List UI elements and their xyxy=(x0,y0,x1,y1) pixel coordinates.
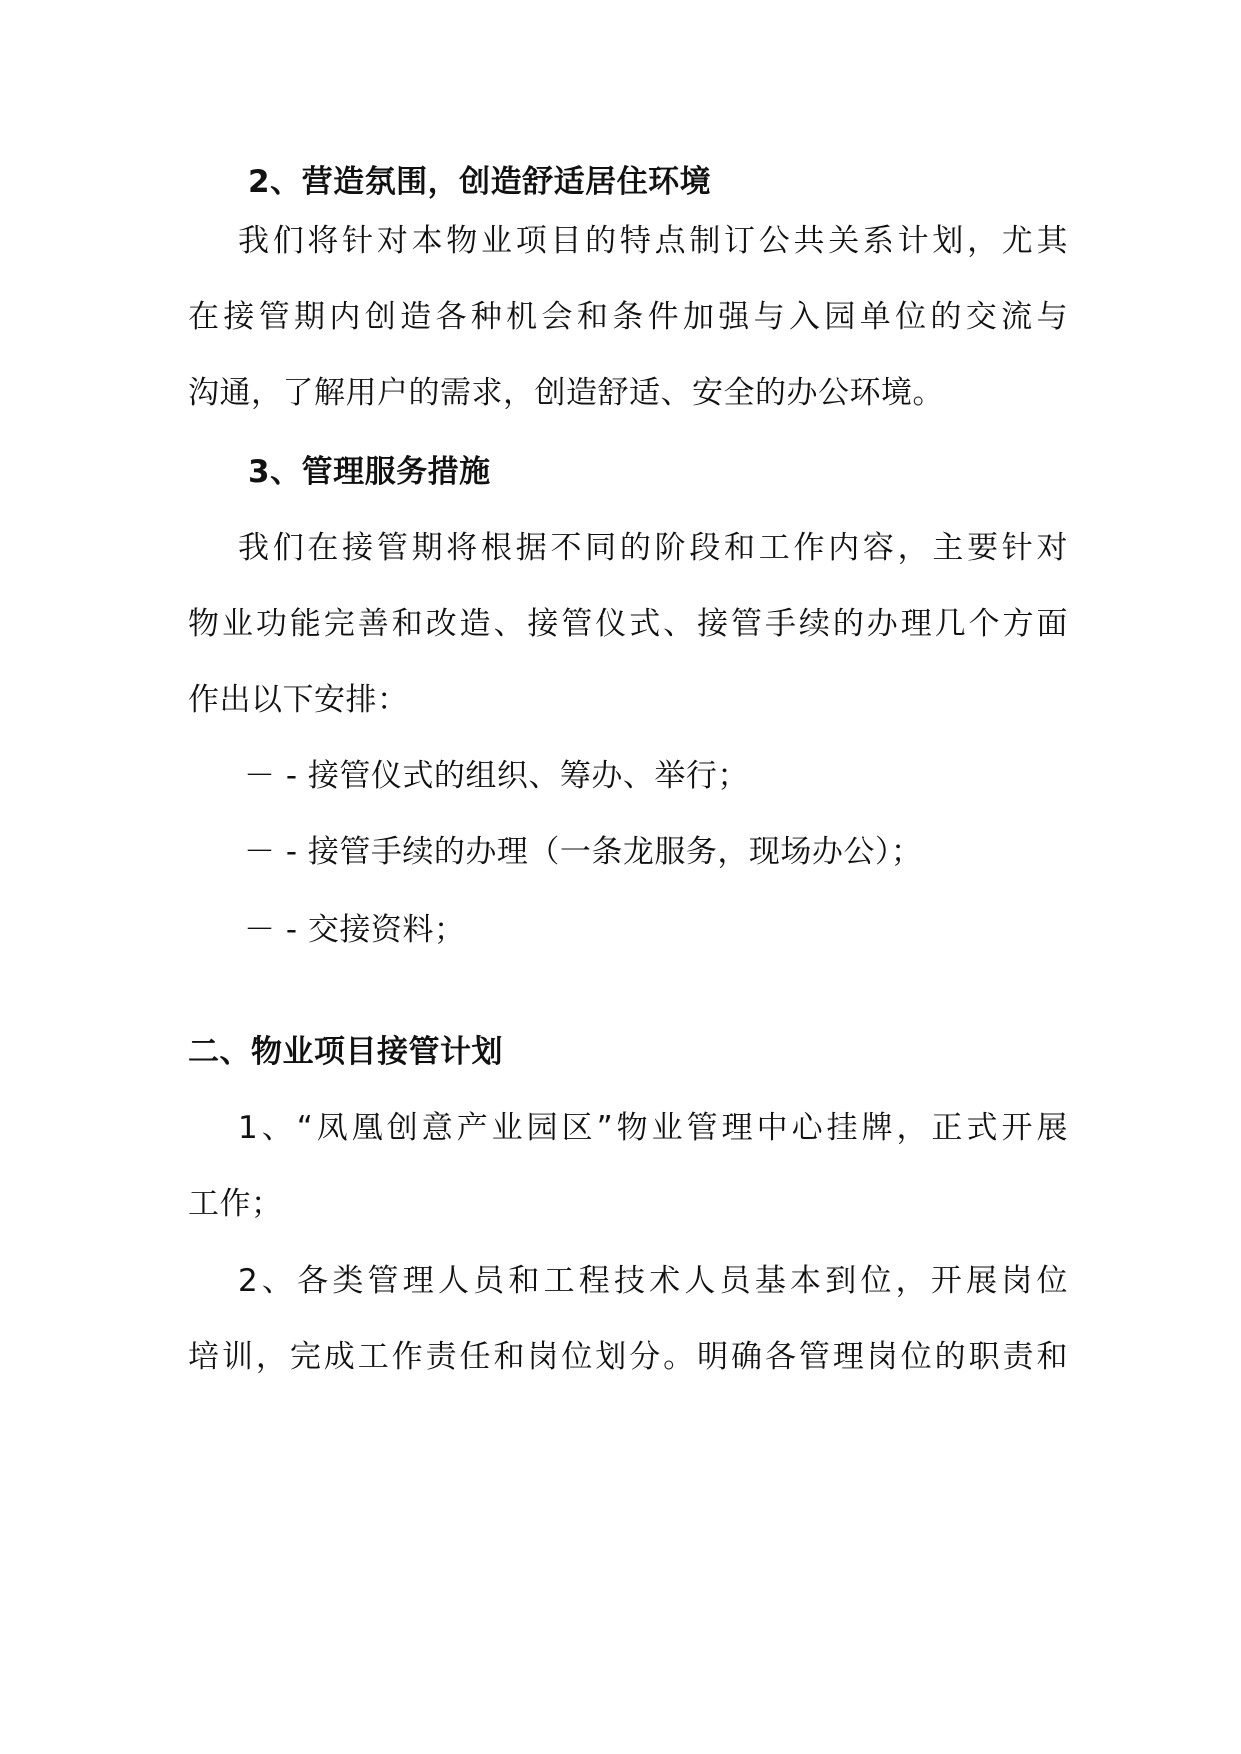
paragraph-line: 作出以下安排： xyxy=(188,682,409,718)
list-item: － - 接管手续的办理（一条龙服务，现场办公）； xyxy=(244,834,923,870)
paragraph-line: 工作； xyxy=(188,1186,283,1222)
paragraph-line: 我们在接管期将根据不同的阶段和工作内容，主要针对 xyxy=(238,530,1068,566)
paragraph-line: 沟通，了解用户的需求，创造舒适、安全的办公环境。 xyxy=(188,375,944,411)
paragraph-line: 物业功能完善和改造、接管仪式、接管手续的办理几个方面 xyxy=(188,606,1068,642)
paragraph-line: 培训，完成工作责任和岗位划分。明确各管理岗位的职责和 xyxy=(188,1339,1068,1375)
list-item: － - 接管仪式的组织、筹办、举行； xyxy=(244,758,749,794)
part-heading-takeover-plan: 二、物业项目接管计划 xyxy=(188,1034,503,1070)
paragraph-line: 我们将针对本物业项目的特点制订公共关系计划，尤其 xyxy=(238,223,1068,259)
paragraph-line: 在接管期内创造各种机会和条件加强与入园单位的交流与 xyxy=(188,299,1068,335)
paragraph-line: 2、各类管理人员和工程技术人员基本到位，开展岗位 xyxy=(238,1263,1068,1299)
paragraph-line: 1、“凤凰创意产业园区”物业管理中心挂牌，正式开展 xyxy=(238,1110,1068,1146)
list-item: － - 交接资料； xyxy=(244,912,466,948)
section-heading-atmosphere: 2、营造氛围，创造舒适居住环境 xyxy=(248,164,712,200)
section-heading-measures: 3、管理服务措施 xyxy=(248,454,491,490)
